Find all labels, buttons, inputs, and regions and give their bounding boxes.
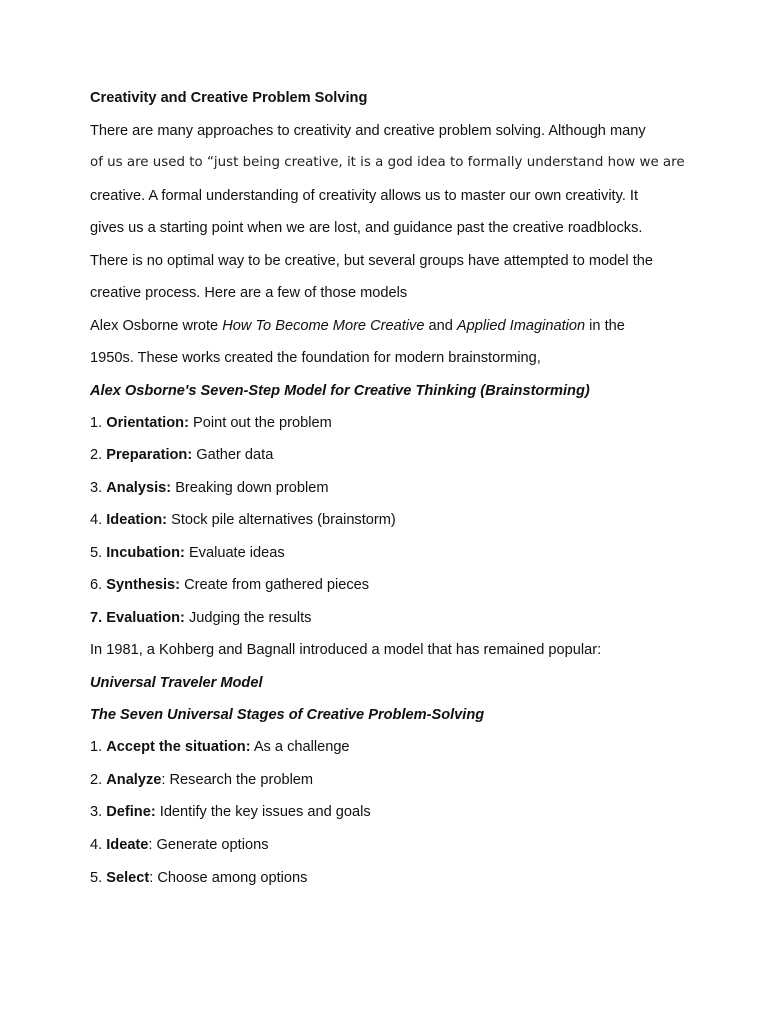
step-term: Select [106, 870, 150, 886]
osborne-paragraph [90, 317, 625, 335]
model1-step [90, 511, 396, 529]
intro-line: creative process. Here are a few of those models [90, 285, 408, 301]
osborne-text: Alex Osborne wrote [90, 318, 223, 334]
step-desc: Judging the results [188, 610, 312, 626]
intro-line: There are many approaches to creativity and creative problem solving. Although many [90, 123, 646, 139]
model1-heading: Alex Osborne's Seven-Step Model for Creative Thinking (Brainstorming) [90, 383, 590, 399]
step-term: Accept the situation: [106, 739, 251, 755]
model2-name: Universal Traveler Model [90, 675, 263, 691]
step-term: Incubation: [106, 545, 185, 561]
osborne-text: and [424, 318, 457, 334]
intro-line: of us are used to “just being creative, it is a god idea to formally understand how we are [90, 155, 685, 170]
step-desc: Stock pile alternatives (brainstorm) [171, 512, 396, 528]
step-desc: Point out the problem [193, 415, 332, 431]
step-number: 2. [90, 772, 103, 788]
step-term: Synthesis: [106, 577, 181, 593]
step-number: 4. [90, 837, 103, 853]
step-desc: As a challenge [253, 739, 350, 755]
step-term: Ideation: [106, 512, 168, 528]
step-term: Analyze [106, 772, 162, 788]
intro-line: creative. A formal understanding of creativity allows us to master our own creativity. It [90, 188, 639, 204]
step-number: 1. [90, 415, 103, 431]
step-number: 5. [90, 545, 103, 561]
transition-text: In 1981, a Kohberg and Bagnall introduced a model that has remained popular: [90, 642, 602, 658]
step-term: Define: [106, 804, 156, 820]
step-desc: : Research the problem [161, 772, 314, 788]
osborne-text: in the [585, 318, 625, 334]
step-desc: Gather data [196, 447, 274, 463]
step-number: 1. [90, 739, 103, 755]
step-term: Orientation: [106, 415, 189, 431]
step-number: 4. [90, 512, 103, 528]
step-desc: Identify the key issues and goals [159, 804, 371, 820]
model1-step [90, 544, 285, 562]
step-term: Preparation: [106, 447, 193, 463]
osborne-paragraph-line2: 1950s. These works created the foundation for modern brainstorming, [90, 350, 541, 366]
step-number: 2. [90, 447, 103, 463]
model1-step [90, 609, 311, 627]
model2-step [90, 738, 350, 756]
model2-step [90, 869, 307, 887]
document-title: Creativity and Creative Problem Solving [90, 90, 368, 106]
model1-step [90, 414, 332, 432]
step-term: Ideate [106, 837, 149, 853]
model1-step [90, 479, 329, 497]
model2-step [90, 836, 269, 854]
intro-line: gives us a starting point when we are lost, and guidance past the creative roadblocks. [90, 220, 643, 236]
step-desc: : Generate options [148, 837, 269, 853]
model2-step [90, 771, 313, 789]
step-desc: Create from gathered pieces [184, 577, 370, 593]
step-number: 3. [90, 480, 103, 496]
book-title: Applied Imagination [456, 318, 586, 334]
model1-step [90, 446, 273, 464]
step-term: Evaluation: [106, 610, 185, 626]
model2-heading: The Seven Universal Stages of Creative Problem-Solving [90, 707, 485, 723]
step-desc: : Choose among options [149, 870, 308, 886]
step-number: 5. [90, 870, 103, 886]
intro-line: There is no optimal way to be creative, but several groups have attempted to model the [90, 253, 653, 269]
step-desc: Breaking down problem [175, 480, 329, 496]
step-term: Analysis: [106, 480, 172, 496]
model2-step [90, 803, 371, 821]
step-number: 3. [90, 804, 103, 820]
step-number: 6. [90, 577, 103, 593]
step-number: 7. [90, 610, 103, 626]
book-title: How To Become More Creative [222, 318, 425, 334]
model1-step [90, 576, 369, 594]
step-desc: Evaluate ideas [188, 545, 285, 561]
